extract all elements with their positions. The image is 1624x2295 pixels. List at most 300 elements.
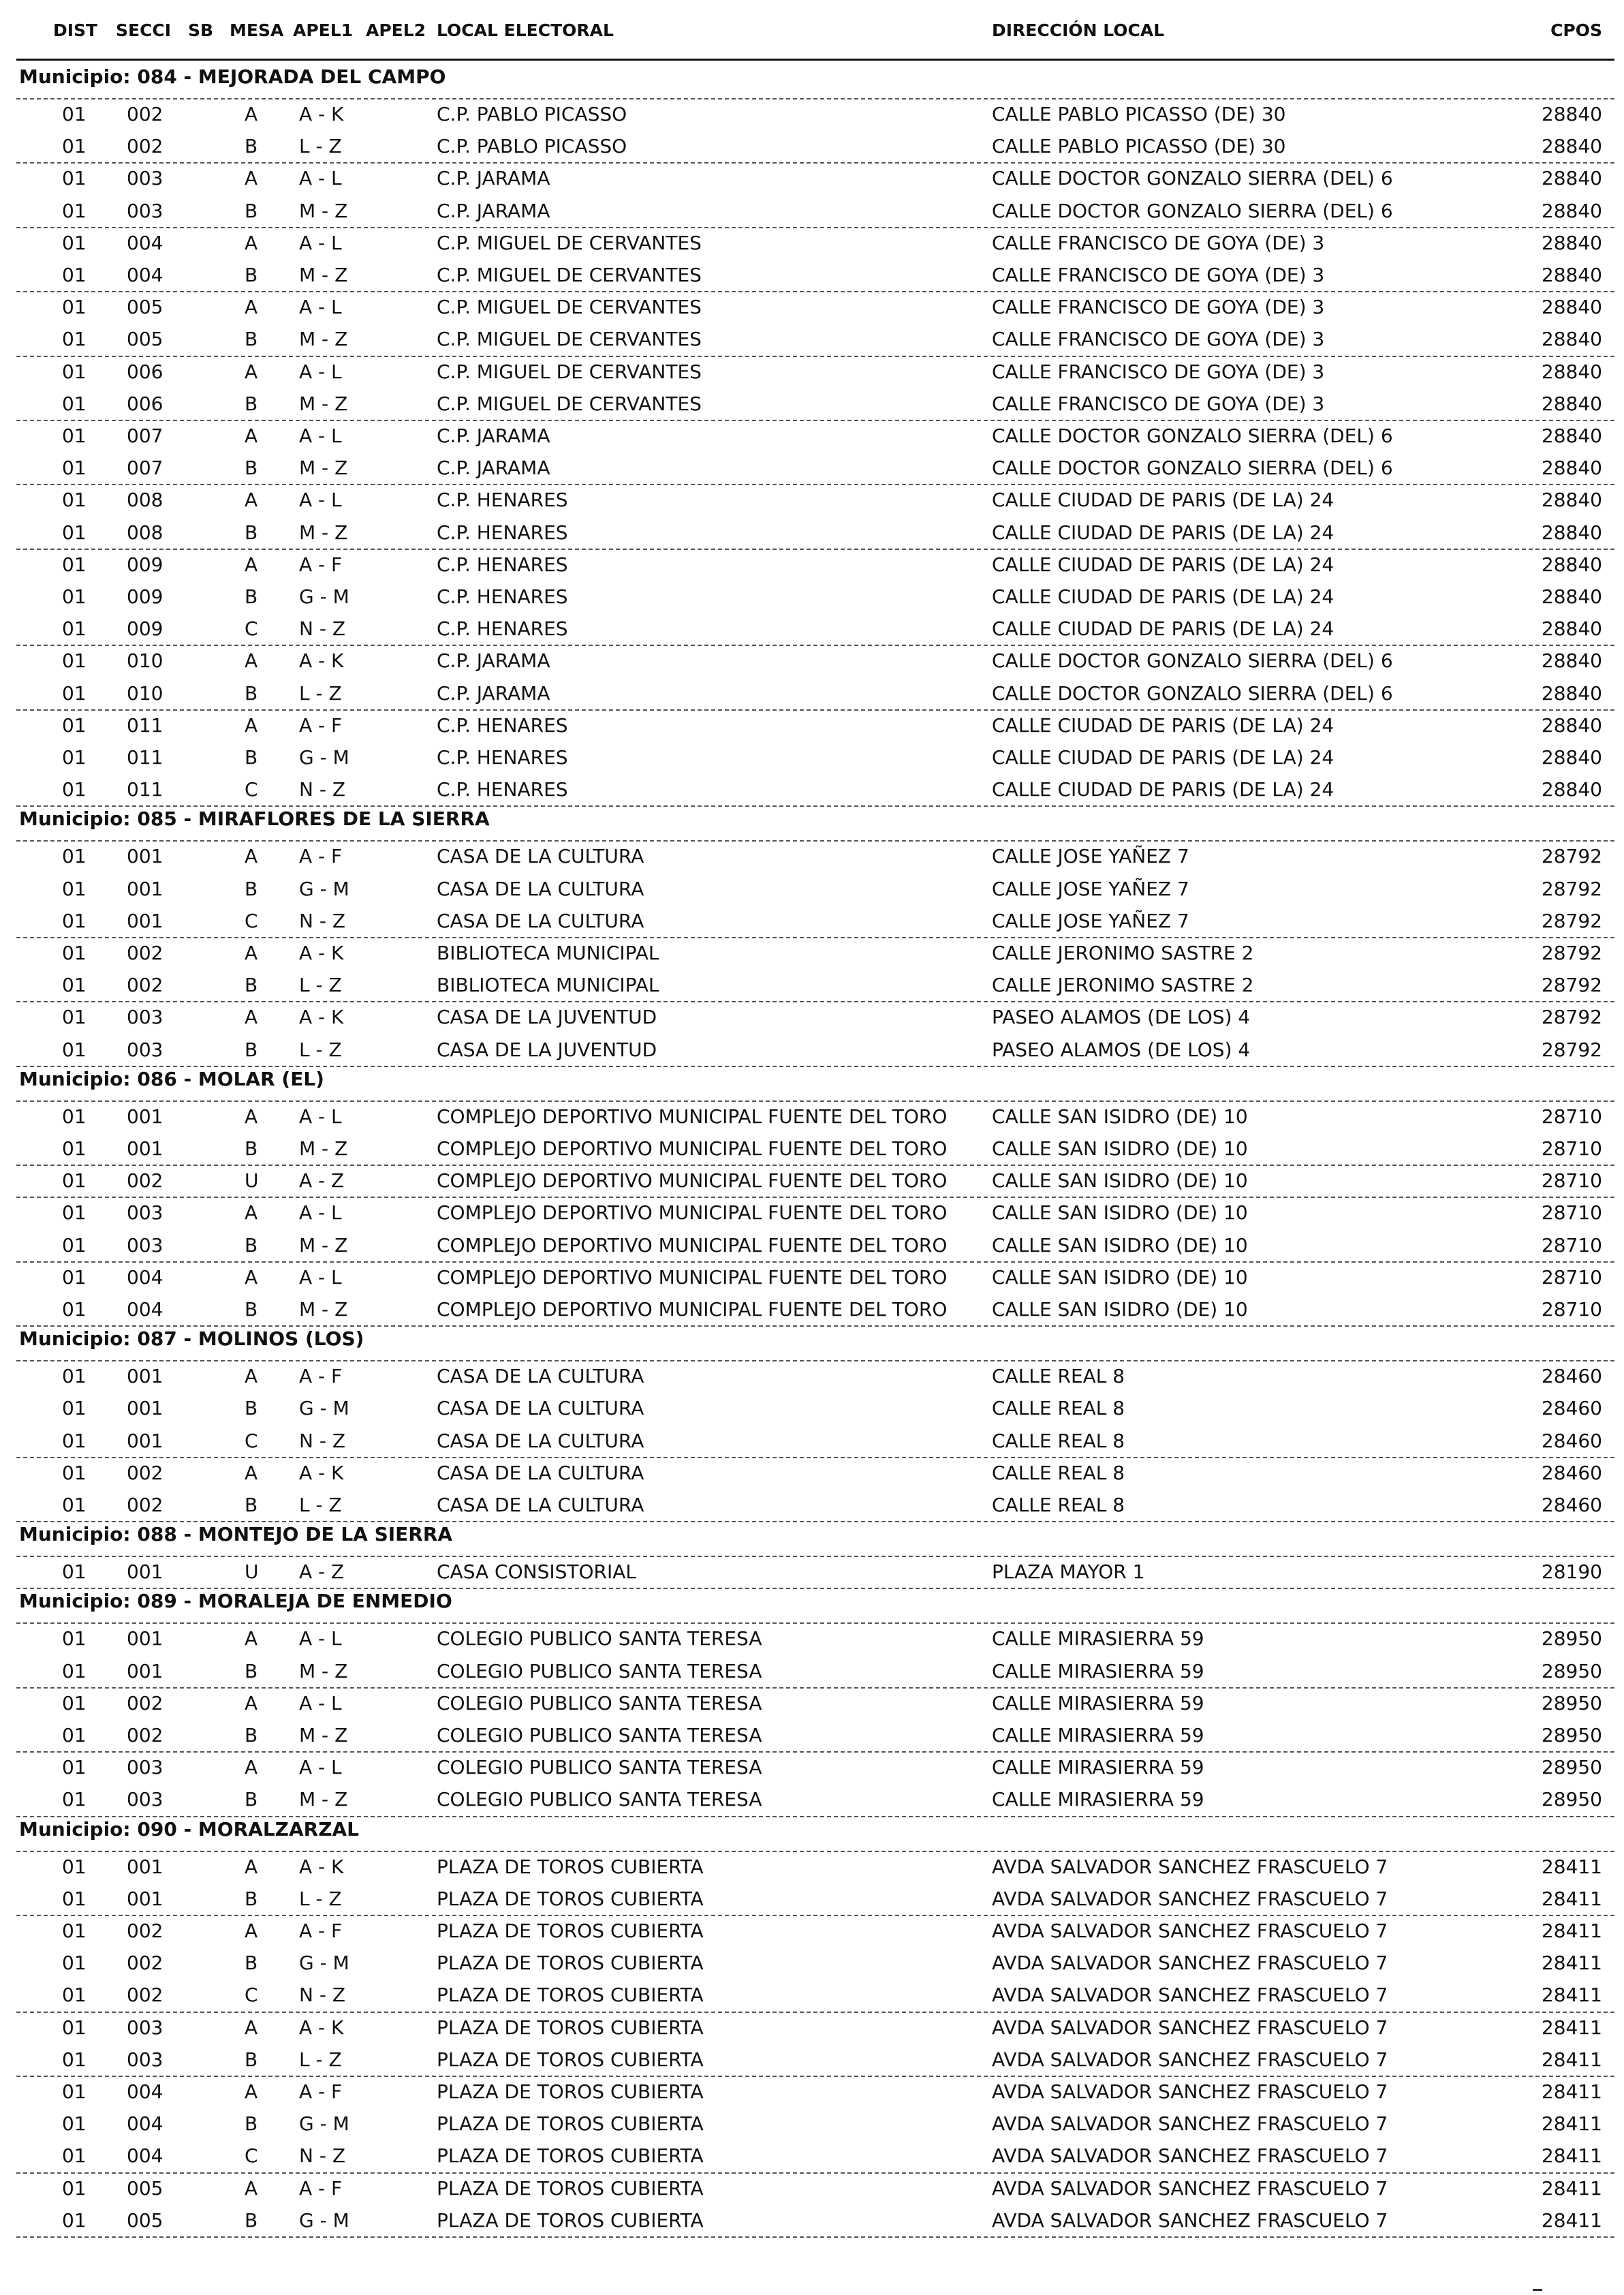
cell-direccion-local: CALLE DOCTOR GONZALO SIERRA (DEL) 6 — [992, 681, 1393, 705]
cell-secci: 001 — [127, 1560, 163, 1584]
cell-mesa: B — [245, 1038, 258, 1061]
cell-dist: 01 — [62, 392, 87, 415]
cell-dist: 01 — [62, 1365, 87, 1388]
row-separator — [16, 1588, 1614, 1589]
cell-local-electoral: C.P. JARAMA — [437, 457, 550, 480]
cell-local-electoral: C.P. MIGUEL DE CERVANTES — [437, 328, 702, 351]
cell-apel: G - M — [299, 2112, 349, 2136]
cell-apel: M - Z — [299, 392, 348, 415]
cell-cpos: 28411 — [1541, 1952, 1602, 1975]
cell-mesa: A — [245, 489, 258, 512]
cell-direccion-local: CALLE FRANCISCO DE GOYA (DE) 3 — [992, 392, 1325, 415]
municipio-heading — [19, 1818, 359, 1841]
cell-secci: 005 — [127, 2208, 163, 2232]
cell-direccion-local: AVDA SALVADOR SANCHEZ FRASCUELO 7 — [992, 2080, 1388, 2103]
cell-mesa: C — [245, 778, 258, 801]
cell-local-electoral: CASA DE LA CULTURA — [437, 1365, 644, 1388]
cell-mesa: A — [245, 1365, 258, 1388]
cell-secci: 003 — [127, 167, 163, 190]
cell-cpos: 28840 — [1541, 521, 1602, 544]
header-mesa: MESA — [230, 20, 284, 40]
cell-local-electoral: COLEGIO PUBLICO SANTA TERESA — [437, 1756, 762, 1779]
cell-apel: M - Z — [299, 1659, 348, 1682]
cell-apel: A - F — [299, 2080, 343, 2103]
cell-mesa: A — [245, 1627, 258, 1650]
cell-secci: 001 — [127, 1429, 163, 1452]
cell-dist: 01 — [62, 1137, 87, 1160]
cell-direccion-local: CALLE FRANCISCO DE GOYA (DE) 3 — [992, 296, 1325, 319]
cell-cpos: 28840 — [1541, 167, 1602, 190]
municipio-heading — [19, 65, 446, 89]
cell-direccion-local: PASEO ALAMOS (DE LOS) 4 — [992, 1006, 1251, 1029]
header-direccion-local: DIRECCIÓN LOCAL — [992, 20, 1165, 40]
cell-mesa: A — [245, 2176, 258, 2200]
cell-direccion-local: CALLE DOCTOR GONZALO SIERRA (DEL) 6 — [992, 425, 1393, 447]
cell-direccion-local: CALLE CIUDAD DE PARIS (DE LA) 24 — [992, 713, 1334, 737]
cell-local-electoral: BIBLIOTECA MUNICIPAL — [437, 974, 659, 997]
cell-mesa: B — [245, 1724, 258, 1746]
cell-secci: 001 — [127, 1659, 163, 1682]
cell-apel: M - Z — [299, 1233, 348, 1257]
cell-dist: 01 — [62, 845, 87, 868]
municipio-name: 084 - MEJORADA DEL CAMPO — [137, 65, 446, 88]
cell-dist: 01 — [62, 328, 87, 351]
municipio-heading — [19, 1068, 324, 1091]
cell-direccion-local: CALLE DOCTOR GONZALO SIERRA (DEL) 6 — [992, 649, 1393, 673]
municipio-label: Municipio: — [19, 1067, 138, 1090]
cell-mesa: B — [245, 681, 258, 705]
cell-apel: A - K — [299, 649, 344, 673]
cell-secci: 003 — [127, 1788, 163, 1811]
cell-local-electoral: PLAZA DE TOROS CUBIERTA — [437, 2048, 704, 2071]
cell-local-electoral: C.P. PABLO PICASSO — [437, 135, 627, 158]
cell-dist: 01 — [62, 1265, 87, 1289]
cell-direccion-local: CALLE CIUDAD DE PARIS (DE LA) 24 — [992, 553, 1334, 576]
cell-mesa: C — [245, 617, 258, 641]
cell-cpos: 28950 — [1541, 1724, 1602, 1746]
row-separator — [16, 162, 1614, 164]
cell-local-electoral: C.P. JARAMA — [437, 649, 550, 673]
cell-secci: 011 — [127, 746, 163, 769]
cell-local-electoral: PLAZA DE TOROS CUBIERTA — [437, 2144, 704, 2168]
cell-local-electoral: CASA DE LA CULTURA — [437, 1429, 644, 1452]
cell-mesa: A — [245, 2080, 258, 2103]
cell-cpos: 28840 — [1541, 778, 1602, 801]
cell-dist: 01 — [62, 1984, 87, 2007]
cell-mesa: B — [245, 264, 258, 286]
cell-apel: A - F — [299, 845, 343, 868]
cell-local-electoral: COMPLEJO DEPORTIVO MUNICIPAL FUENTE DEL TORO — [437, 1137, 948, 1160]
cell-apel: M - Z — [299, 1724, 348, 1746]
cell-cpos: 28411 — [1541, 1887, 1602, 1910]
cell-dist: 01 — [62, 264, 87, 286]
cell-secci: 004 — [127, 231, 163, 254]
cell-direccion-local: CALLE MIRASIERRA 59 — [992, 1627, 1204, 1650]
cell-secci: 004 — [127, 1265, 163, 1289]
cell-local-electoral: C.P. MIGUEL DE CERVANTES — [437, 231, 702, 254]
row-separator — [16, 484, 1614, 485]
cell-cpos: 28840 — [1541, 585, 1602, 608]
cell-dist: 01 — [62, 1724, 87, 1746]
cell-secci: 003 — [127, 1756, 163, 1779]
page-mark — [1533, 2289, 1542, 2291]
cell-dist: 01 — [62, 2176, 87, 2200]
cell-local-electoral: PLAZA DE TOROS CUBIERTA — [437, 2176, 704, 2200]
cell-direccion-local: AVDA SALVADOR SANCHEZ FRASCUELO 7 — [992, 2208, 1388, 2232]
cell-apel: A - K — [299, 103, 344, 125]
cell-local-electoral: COMPLEJO DEPORTIVO MUNICIPAL FUENTE DEL TORO — [437, 1298, 948, 1321]
cell-dist: 01 — [62, 1006, 87, 1029]
cell-local-electoral: COLEGIO PUBLICO SANTA TERESA — [437, 1788, 762, 1811]
cell-cpos: 28840 — [1541, 713, 1602, 737]
cell-cpos: 28840 — [1541, 457, 1602, 480]
cell-apel: A - L — [299, 1756, 342, 1779]
cell-cpos: 28840 — [1541, 746, 1602, 769]
cell-local-electoral: CASA DE LA JUVENTUD — [437, 1038, 657, 1061]
cell-dist: 01 — [62, 1169, 87, 1192]
cell-mesa: B — [245, 199, 258, 222]
cell-local-electoral: C.P. PABLO PICASSO — [437, 103, 627, 125]
cell-cpos: 28411 — [1541, 1984, 1602, 2007]
cell-apel: A - K — [299, 2016, 344, 2039]
cell-mesa: A — [245, 425, 258, 447]
cell-direccion-local: CALLE FRANCISCO DE GOYA (DE) 3 — [992, 328, 1325, 351]
cell-direccion-local: CALLE JOSE YAÑEZ 7 — [992, 845, 1189, 868]
row-separator — [16, 1622, 1614, 1624]
header-secci: SECCI — [116, 20, 172, 40]
cell-direccion-local: CALLE SAN ISIDRO (DE) 10 — [992, 1298, 1248, 1321]
cell-dist: 01 — [62, 617, 87, 641]
cell-secci: 002 — [127, 1494, 163, 1516]
cell-dist: 01 — [62, 1691, 87, 1714]
cell-mesa: A — [245, 1691, 258, 1714]
cell-direccion-local: CALLE MIRASIERRA 59 — [992, 1659, 1204, 1682]
cell-direccion-local: AVDA SALVADOR SANCHEZ FRASCUELO 7 — [992, 2176, 1388, 2200]
row-separator — [16, 2012, 1614, 2013]
cell-secci: 002 — [127, 1952, 163, 1975]
cell-secci: 002 — [127, 135, 163, 158]
cell-cpos: 28840 — [1541, 681, 1602, 705]
cell-direccion-local: CALLE SAN ISIDRO (DE) 10 — [992, 1169, 1248, 1192]
cell-local-electoral: COMPLEJO DEPORTIVO MUNICIPAL FUENTE DEL TORO — [437, 1105, 948, 1128]
cell-direccion-local: CALLE DOCTOR GONZALO SIERRA (DEL) 6 — [992, 167, 1393, 190]
row-separator — [16, 2236, 1614, 2238]
cell-local-electoral: C.P. HENARES — [437, 489, 568, 512]
cell-local-electoral: CASA DE LA CULTURA — [437, 1397, 644, 1420]
cell-apel: L - Z — [299, 681, 342, 705]
cell-dist: 01 — [62, 553, 87, 576]
row-separator — [16, 420, 1614, 421]
cell-local-electoral: CASA DE LA CULTURA — [437, 1461, 644, 1484]
cell-apel: N - Z — [299, 778, 346, 801]
cell-secci: 001 — [127, 1105, 163, 1128]
cell-direccion-local: CALLE JOSE YAÑEZ 7 — [992, 909, 1189, 932]
cell-dist: 01 — [62, 199, 87, 222]
cell-local-electoral: PLAZA DE TOROS CUBIERTA — [437, 1887, 704, 1910]
cell-mesa: C — [245, 2144, 258, 2168]
cell-cpos: 28840 — [1541, 135, 1602, 158]
cell-secci: 002 — [127, 974, 163, 997]
cell-secci: 001 — [127, 1137, 163, 1160]
row-separator — [16, 1457, 1614, 1458]
cell-cpos: 28710 — [1541, 1137, 1602, 1160]
cell-secci: 005 — [127, 296, 163, 319]
cell-cpos: 28411 — [1541, 2112, 1602, 2136]
row-separator — [16, 1325, 1614, 1327]
cell-local-electoral: PLAZA DE TOROS CUBIERTA — [437, 1855, 704, 1878]
cell-local-electoral: C.P. MIGUEL DE CERVANTES — [437, 360, 702, 383]
cell-dist: 01 — [62, 2048, 87, 2071]
cell-apel: A - Z — [299, 1169, 345, 1192]
cell-dist: 01 — [62, 746, 87, 769]
cell-cpos: 28950 — [1541, 1659, 1602, 1682]
row-separator — [16, 937, 1614, 938]
cell-dist: 01 — [62, 103, 87, 125]
cell-dist: 01 — [62, 231, 87, 254]
municipio-heading — [19, 1590, 452, 1613]
cell-mesa: B — [245, 2208, 258, 2232]
cell-dist: 01 — [62, 360, 87, 383]
cell-mesa: B — [245, 1788, 258, 1811]
cell-cpos: 28840 — [1541, 489, 1602, 512]
cell-apel: A - F — [299, 2176, 343, 2200]
row-separator — [16, 1751, 1614, 1753]
cell-cpos: 28792 — [1541, 1038, 1602, 1061]
cell-direccion-local: CALLE PABLO PICASSO (DE) 30 — [992, 135, 1286, 158]
cell-local-electoral: CASA DE LA CULTURA — [437, 1494, 644, 1516]
row-separator — [16, 1687, 1614, 1689]
cell-local-electoral: CASA DE LA CULTURA — [437, 909, 644, 932]
cell-direccion-local: CALLE PABLO PICASSO (DE) 30 — [992, 103, 1286, 125]
cell-mesa: B — [245, 1887, 258, 1910]
row-separator — [16, 1521, 1614, 1522]
cell-secci: 004 — [127, 1298, 163, 1321]
cell-direccion-local: CALLE MIRASIERRA 59 — [992, 1788, 1204, 1811]
municipio-name: 087 - MOLINOS (LOS) — [137, 1327, 364, 1351]
cell-mesa: A — [245, 1855, 258, 1878]
cell-mesa: B — [245, 1952, 258, 1975]
cell-direccion-local: CALLE FRANCISCO DE GOYA (DE) 3 — [992, 360, 1325, 383]
cell-secci: 003 — [127, 2048, 163, 2071]
cell-secci: 004 — [127, 264, 163, 286]
cell-mesa: A — [245, 1461, 258, 1484]
cell-secci: 010 — [127, 681, 163, 705]
cell-secci: 006 — [127, 392, 163, 415]
cell-dist: 01 — [62, 1429, 87, 1452]
cell-apel: A - L — [299, 1265, 342, 1289]
row-separator — [16, 1851, 1614, 1852]
cell-secci: 003 — [127, 1201, 163, 1224]
cell-apel: M - Z — [299, 521, 348, 544]
cell-mesa: B — [245, 1494, 258, 1516]
cell-direccion-local: CALLE DOCTOR GONZALO SIERRA (DEL) 6 — [992, 199, 1393, 222]
cell-direccion-local: AVDA SALVADOR SANCHEZ FRASCUELO 7 — [992, 2048, 1388, 2071]
row-separator — [16, 98, 1614, 99]
row-separator — [16, 709, 1614, 711]
cell-cpos: 28710 — [1541, 1169, 1602, 1192]
cell-direccion-local: CALLE REAL 8 — [992, 1365, 1125, 1388]
cell-mesa: A — [245, 1756, 258, 1779]
cell-direccion-local: CALLE REAL 8 — [992, 1429, 1125, 1452]
cell-dist: 01 — [62, 1298, 87, 1321]
municipio-label: Municipio: — [19, 1523, 138, 1546]
cell-mesa: U — [245, 1169, 259, 1192]
cell-apel: L - Z — [299, 974, 342, 997]
cell-dist: 01 — [62, 2112, 87, 2136]
cell-secci: 011 — [127, 713, 163, 737]
municipio-heading — [19, 1327, 364, 1351]
cell-secci: 001 — [127, 1397, 163, 1420]
cell-cpos: 28460 — [1541, 1461, 1602, 1484]
cell-direccion-local: CALLE JERONIMO SASTRE 2 — [992, 942, 1254, 964]
cell-secci: 009 — [127, 617, 163, 641]
cell-mesa: B — [245, 521, 258, 544]
cell-dist: 01 — [62, 942, 87, 964]
cell-direccion-local: CALLE CIUDAD DE PARIS (DE LA) 24 — [992, 521, 1334, 544]
cell-cpos: 28411 — [1541, 2208, 1602, 2232]
cell-direccion-local: CALLE FRANCISCO DE GOYA (DE) 3 — [992, 264, 1325, 286]
cell-cpos: 28411 — [1541, 2176, 1602, 2200]
cell-local-electoral: C.P. JARAMA — [437, 199, 550, 222]
cell-secci: 002 — [127, 1461, 163, 1484]
cell-dist: 01 — [62, 1201, 87, 1224]
row-separator — [16, 291, 1614, 292]
row-separator — [16, 356, 1614, 357]
cell-cpos: 28460 — [1541, 1429, 1602, 1452]
cell-local-electoral: C.P. HENARES — [437, 746, 568, 769]
cell-secci: 008 — [127, 489, 163, 512]
cell-secci: 001 — [127, 1855, 163, 1878]
cell-mesa: A — [245, 649, 258, 673]
row-separator — [16, 1360, 1614, 1361]
cell-apel: A - F — [299, 1920, 343, 1942]
cell-mesa: A — [245, 942, 258, 964]
municipio-label: Municipio: — [19, 65, 138, 88]
cell-dist: 01 — [62, 2144, 87, 2168]
cell-dist: 01 — [62, 1952, 87, 1975]
cell-local-electoral: C.P. HENARES — [437, 713, 568, 737]
cell-dist: 01 — [62, 1887, 87, 1910]
cell-cpos: 28411 — [1541, 1855, 1602, 1878]
cell-direccion-local: CALLE CIUDAD DE PARIS (DE LA) 24 — [992, 585, 1334, 608]
cell-dist: 01 — [62, 585, 87, 608]
cell-secci: 008 — [127, 521, 163, 544]
cell-mesa: B — [245, 328, 258, 351]
cell-dist: 01 — [62, 713, 87, 737]
cell-dist: 01 — [62, 1788, 87, 1811]
cell-local-electoral: CASA DE LA CULTURA — [437, 877, 644, 900]
header-apel2: APEL2 — [366, 20, 426, 40]
cell-secci: 003 — [127, 1233, 163, 1257]
cell-direccion-local: CALLE CIUDAD DE PARIS (DE LA) 24 — [992, 746, 1334, 769]
cell-apel: G - M — [299, 2208, 349, 2232]
cell-mesa: A — [245, 713, 258, 737]
row-separator — [16, 840, 1614, 842]
cell-dist: 01 — [62, 1233, 87, 1257]
cell-secci: 001 — [127, 1365, 163, 1388]
row-separator — [16, 1100, 1614, 1102]
header-rule — [16, 59, 1614, 61]
cell-apel: A - L — [299, 167, 342, 190]
cell-direccion-local: CALLE SAN ISIDRO (DE) 10 — [992, 1137, 1248, 1160]
cell-apel: A - K — [299, 1006, 344, 1029]
cell-direccion-local: CALLE CIUDAD DE PARIS (DE LA) 24 — [992, 617, 1334, 641]
cell-secci: 002 — [127, 1691, 163, 1714]
cell-dist: 01 — [62, 1855, 87, 1878]
cell-mesa: C — [245, 1429, 258, 1452]
cell-apel: M - Z — [299, 1298, 348, 1321]
municipio-label: Municipio: — [19, 1817, 138, 1840]
cell-apel: M - Z — [299, 1137, 348, 1160]
cell-mesa: A — [245, 1920, 258, 1942]
cell-cpos: 28840 — [1541, 425, 1602, 447]
cell-direccion-local: AVDA SALVADOR SANCHEZ FRASCUELO 7 — [992, 1920, 1388, 1942]
cell-cpos: 28840 — [1541, 328, 1602, 351]
cell-dist: 01 — [62, 909, 87, 932]
cell-apel: A - L — [299, 1627, 342, 1650]
cell-local-electoral: COLEGIO PUBLICO SANTA TERESA — [437, 1691, 762, 1714]
cell-mesa: B — [245, 2112, 258, 2136]
cell-cpos: 28460 — [1541, 1494, 1602, 1516]
cell-local-electoral: C.P. JARAMA — [437, 167, 550, 190]
cell-mesa: A — [245, 360, 258, 383]
cell-mesa: B — [245, 1298, 258, 1321]
cell-cpos: 28840 — [1541, 360, 1602, 383]
cell-local-electoral: COLEGIO PUBLICO SANTA TERESA — [437, 1724, 762, 1746]
cell-cpos: 28840 — [1541, 296, 1602, 319]
cell-cpos: 28792 — [1541, 877, 1602, 900]
cell-apel: A - F — [299, 553, 343, 576]
header-local-electoral: LOCAL ELECTORAL — [437, 20, 614, 40]
cell-apel: L - Z — [299, 1887, 342, 1910]
municipio-name: 088 - MONTEJO DE LA SIERRA — [137, 1523, 453, 1546]
cell-dist: 01 — [62, 135, 87, 158]
cell-dist: 01 — [62, 1105, 87, 1128]
cell-secci: 004 — [127, 2080, 163, 2103]
cell-cpos: 28411 — [1541, 2080, 1602, 2103]
cell-secci: 006 — [127, 360, 163, 383]
cell-local-electoral: COMPLEJO DEPORTIVO MUNICIPAL FUENTE DEL TORO — [437, 1201, 948, 1224]
cell-apel: G - M — [299, 585, 349, 608]
cell-direccion-local: CALLE MIRASIERRA 59 — [992, 1756, 1204, 1779]
cell-cpos: 28710 — [1541, 1201, 1602, 1224]
cell-apel: L - Z — [299, 2048, 342, 2071]
cell-local-electoral: COMPLEJO DEPORTIVO MUNICIPAL FUENTE DEL TORO — [437, 1233, 948, 1257]
cell-local-electoral: COLEGIO PUBLICO SANTA TERESA — [437, 1659, 762, 1682]
cell-apel: M - Z — [299, 264, 348, 286]
cell-local-electoral: C.P. MIGUEL DE CERVANTES — [437, 296, 702, 319]
cell-secci: 007 — [127, 425, 163, 447]
cell-direccion-local: AVDA SALVADOR SANCHEZ FRASCUELO 7 — [992, 1887, 1388, 1910]
cell-local-electoral: C.P. HENARES — [437, 553, 568, 576]
cell-direccion-local: AVDA SALVADOR SANCHEZ FRASCUELO 7 — [992, 1855, 1388, 1878]
cell-apel: M - Z — [299, 457, 348, 480]
cell-secci: 002 — [127, 1984, 163, 2007]
cell-mesa: B — [245, 1137, 258, 1160]
cell-mesa: B — [245, 1233, 258, 1257]
cell-cpos: 28840 — [1541, 553, 1602, 576]
cell-local-electoral: PLAZA DE TOROS CUBIERTA — [437, 1984, 704, 2007]
cell-cpos: 28792 — [1541, 974, 1602, 997]
cell-cpos: 28460 — [1541, 1365, 1602, 1388]
cell-mesa: U — [245, 1560, 259, 1584]
cell-local-electoral: PLAZA DE TOROS CUBIERTA — [437, 2080, 704, 2103]
cell-local-electoral: COMPLEJO DEPORTIVO MUNICIPAL FUENTE DEL TORO — [437, 1169, 948, 1192]
cell-local-electoral: C.P. HENARES — [437, 617, 568, 641]
cell-secci: 001 — [127, 909, 163, 932]
cell-direccion-local: CALLE JOSE YAÑEZ 7 — [992, 877, 1189, 900]
cell-cpos: 28411 — [1541, 2048, 1602, 2071]
